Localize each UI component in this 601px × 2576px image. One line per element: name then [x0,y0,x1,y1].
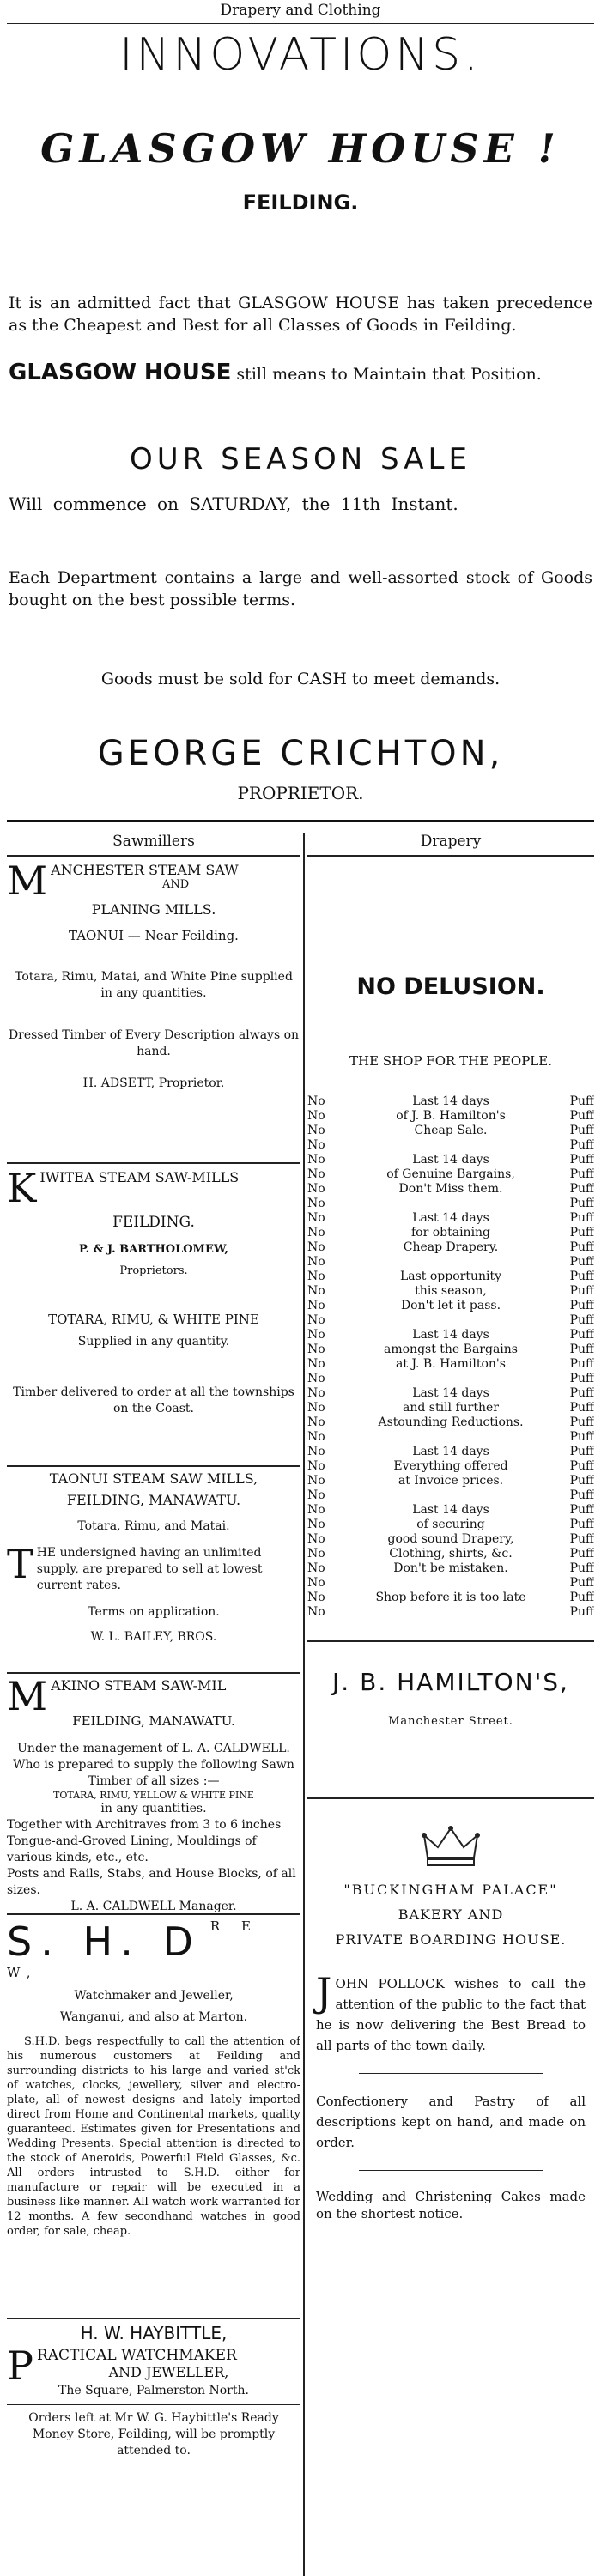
no-puff-row [307,1313,594,1328]
ad-line: AND JEWELLER, [108,2364,229,2380]
row-no: No [307,1197,325,1210]
divider [307,1797,594,1799]
row-no: No [307,1591,325,1604]
row-no: No [307,1284,325,1298]
row-no: No [307,1138,325,1152]
drew-jeweller-ad [7,1915,300,2318]
row-text: Don't Miss them. [398,1182,503,1196]
no-puff-row [307,1518,594,1532]
row-text: amongst the Bargains [384,1343,518,1356]
crown-icon [421,1823,481,1870]
headline: INNOVATIONS. [119,29,482,81]
row-puff: Puff [569,1211,594,1225]
row-no: No [307,1153,325,1167]
ad-line: HE undersigned having an unlimited supply, are prepared to sell at lowest current rates. [36,1546,263,1592]
ad-line: RACTICAL WATCHMAKER [36,2347,237,2364]
ad-line: AKINO STEAM SAW-MIL [51,1677,227,1694]
no-puff-row [307,1197,594,1211]
ad-line: P. & J. BARTHOLOMEW, [79,1243,228,1256]
row-text: and still further [403,1401,499,1415]
row-puff: Puff [569,1386,594,1400]
no-puff-row [307,1226,594,1240]
row-puff: Puff [569,1328,594,1342]
dropcap: K [7,1165,37,1211]
row-no: No [307,1503,325,1517]
ad-line: Proprietors. [119,1264,188,1277]
no-puff-row [307,1591,594,1605]
row-puff: Puff [569,1094,594,1108]
ad-line: Watchmaker and Jeweller, [74,1989,234,2003]
dropcap: M [7,1673,48,1719]
ad-line: R E W, [7,1918,259,1980]
taonui-mill-ad [7,1467,300,1672]
no-puff-row [307,1124,594,1138]
row-text: Astounding Reductions. [378,1415,524,1429]
no-puff-row [307,1430,594,1445]
row-text [340,1605,562,1620]
row-text: at J. B. Hamilton's [396,1357,506,1371]
row-text: Last 14 days [412,1503,489,1517]
row-no: No [307,1386,325,1400]
row-puff: Puff [569,1284,594,1298]
row-puff: Puff [569,1124,594,1137]
row-puff: Puff [569,1138,594,1152]
ad-line: Totara, Rimu, and Matai. [77,1519,230,1533]
no-puff-row [307,1153,594,1167]
no-puff-row [307,1109,594,1124]
bakery-title: "BUCKINGHAM PALACE" [343,1882,558,1898]
row-no: No [307,1415,325,1429]
ad-line: TAONUI STEAM SAW MILLS, [49,1470,258,1487]
row-text: Last 14 days [412,1445,489,1458]
bakery-subtitle: BAKERY AND [398,1906,504,1923]
section-heading: Drapery and Clothing [220,2,381,19]
drew-big-initials: S. H. D [7,1918,202,1965]
row-no: No [307,1372,325,1385]
row-puff: Puff [569,1561,594,1575]
ad-line: Under the management of L. A. CALDWELL. [17,1742,290,1755]
row-no: No [307,1109,325,1123]
ad-line: Totara, Rimu, Matai, and White Pine supplied in any quantities. [15,970,293,1000]
ad-line: Who is prepared to supply the following Sawn Timber of all sizes :— [13,1758,294,1788]
ad-line: FEILDING. [112,1214,195,1231]
row-no: No [307,1299,325,1312]
row-no: No [307,1313,325,1327]
row-puff: Puff [569,1167,594,1181]
row-no: No [307,1094,325,1108]
row-puff: Puff [569,1197,594,1210]
no-puff-row [307,1357,594,1372]
divider [307,855,594,857]
row-no: No [307,1474,325,1488]
row-text: for obtaining [410,1226,491,1240]
row-puff: Puff [569,1591,594,1604]
store-name: GLASGOW HOUSE ! [40,125,561,172]
row-puff: Puff [569,1459,594,1473]
row-puff: Puff [569,1343,594,1356]
divider [307,1640,594,1642]
row-no: No [307,1167,325,1181]
no-puff-row [307,1561,594,1576]
ad-line: PLANING MILLS. [91,901,216,918]
row-puff: Puff [569,1474,594,1488]
no-puff-row [307,1547,594,1561]
row-text: Last 14 days [412,1328,489,1342]
row-puff: Puff [569,1240,594,1254]
row-text [340,1138,562,1153]
row-no: No [307,1270,325,1283]
divider [7,855,300,857]
haybittle-ad [7,2319,300,2459]
row-no: No [307,1401,325,1415]
no-puff-row [307,1445,594,1459]
crown-emblem [307,1823,594,1873]
divider [359,2170,543,2171]
row-text [340,1313,562,1328]
ad-line: Posts and Rails, Stabs, and House Blocks, of all sizes. [7,1867,296,1897]
ad-line: L. A. CALDWELL Manager. [70,1900,237,1913]
ad-line: TAONUI — Near Feilding. [69,928,239,943]
row-no: No [307,1328,325,1342]
row-no: No [307,1561,325,1575]
cash-notice: Goods must be sold for CASH to meet demands. [100,670,501,688]
ad-body: S.H.D. begs respectfully to call the attention of his numerous customers at Feilding and surrounding districts to his large and varied st'ck of watches, clocks, jewellery, silver and electro-plate, all of newest designs and lately imported direct from Home and Continental markets, quality guaranteed. Estimates given for Presentations and Wedding Presents. Special attention is directed to the stock of Aneroids, Powerful Field Glasses, &c. All orders intrusted to S.H.D. either for manufacture or repair will be executed in a business like manner. All watch work warranted for 12 months. A few secondhand watches in good order, for sale, cheap. [7,2035,300,2238]
ad-line: AND [161,878,190,891]
row-text [340,1197,562,1211]
row-text: Last 14 days [412,1386,489,1400]
row-text: Last opportunity [399,1270,502,1283]
no-puff-row [307,1386,594,1401]
ad-line: TOTARA, RIMU, YELLOW & WHITE PINE [53,1790,254,1801]
ad-line: W. L. BAILEY, BROS. [90,1630,217,1644]
no-puff-row [307,1488,594,1503]
row-puff: Puff [569,1488,594,1502]
row-text: Last 14 days [412,1094,489,1108]
ad-line: IWITEA STEAM SAW-MILLS [39,1169,240,1185]
row-puff: Puff [569,1153,594,1167]
row-puff: Puff [569,1605,594,1619]
maintain-text: still means to Maintain that Position. [231,365,542,384]
ad-line: FEILDING, MANAWATU. [66,1492,241,1508]
department-paragraph: Each Department contains a large and well-assorted stock of Goods bought on the best possible terms. [9,568,592,609]
no-puff-row [307,1284,594,1299]
no-puff-row [307,1328,594,1343]
dropcap: M [7,858,48,904]
row-text: this season, [415,1284,487,1298]
row-text: Last 14 days [412,1211,489,1225]
row-no: No [307,1518,325,1531]
row-no: No [307,1547,325,1561]
row-text: Everything offered [393,1459,508,1473]
ad-line: Terms on application. [88,1605,220,1619]
row-text: Cheap Sale. [414,1124,488,1137]
row-puff: Puff [569,1415,594,1429]
ad-line: H. W. HAYBITTLE, [80,2323,228,2343]
maintain-paragraph [9,361,592,386]
divider [7,23,594,24]
boarding-house: PRIVATE BOARDING HOUSE. [335,1931,567,1948]
ad-line: Dressed Timber of Every Description always on hand. [8,1028,300,1058]
cakes-notice: Wedding and Christening Cakes made on the shortest notice. [316,2189,586,2221]
no-puff-row [307,1182,594,1197]
row-puff: Puff [569,1357,594,1371]
no-puff-row [307,1474,594,1488]
row-puff: Puff [569,1109,594,1123]
ad-line: ANCHESTER STEAM SAW [51,862,239,878]
row-puff: Puff [569,1226,594,1240]
row-puff: Puff [569,1547,594,1561]
row-no: No [307,1343,325,1356]
dropcap: J [316,1969,332,2015]
row-text: Don't let it pass. [400,1299,501,1312]
divider [359,2073,543,2074]
row-no: No [307,1240,325,1254]
left-column [7,833,300,2576]
ad-line: FEILDING, MANAWATU. [72,1713,235,1729]
row-no: No [307,1532,325,1546]
kiwitea-mill-ad [7,1164,300,1465]
row-no: No [307,1124,325,1137]
proprietor-name: GEORGE CRICHTON, [97,734,504,773]
row-puff: Puff [569,1503,594,1517]
no-delusion-title: NO DELUSION. [356,973,545,1000]
no-puff-row [307,1372,594,1386]
dropcap: T [7,1541,33,1587]
no-puff-row [307,1343,594,1357]
pollock-notice [307,1969,594,2056]
row-text [340,1430,562,1445]
no-puff-list [307,1094,594,1620]
glasgow-house-emphasis: GLASGOW HOUSE [9,360,232,385]
store-town: FEILDING. [242,191,359,215]
no-puff-row [307,1138,594,1153]
row-puff: Puff [569,1270,594,1283]
row-text [340,1255,562,1270]
sawmillers-heading: Sawmillers [112,833,195,850]
drapery-heading: Drapery [420,833,482,850]
header-divider [7,820,594,822]
no-puff-row [307,1532,594,1547]
ad-line: Orders left at Mr W. G. Haybittle's Ready Money Store, Feilding, will be promptly attended to. [28,2411,279,2458]
sale-heading: OUR SEASON SALE [130,442,471,476]
row-text: of securing [416,1518,485,1531]
row-text: Don't be mistaken. [393,1561,508,1575]
ad-line: The Square, Palmerston North. [58,2384,249,2397]
no-puff-row [307,1270,594,1284]
pollock-body: OHN POLLOCK wishes to call the attention of the public to the fact that he is now delivering the Best Bread to all parts of the town daily. [316,1976,586,2053]
row-text: Shop before it is too late [375,1591,526,1604]
row-text [340,1488,562,1503]
no-puff-row [307,1299,594,1313]
ad-line: TOTARA, RIMU, & WHITE PINE [48,1312,259,1327]
row-puff: Puff [569,1576,594,1590]
row-no: No [307,1459,325,1473]
row-no: No [307,1357,325,1371]
row-puff: Puff [569,1182,594,1196]
row-text: Clothing, shirts, &c. [389,1547,513,1561]
row-text [340,1576,562,1591]
row-puff: Puff [569,1518,594,1531]
row-text [340,1372,562,1386]
row-text: Last 14 days [412,1153,489,1167]
no-puff-row [307,1459,594,1474]
row-no: No [307,1576,325,1590]
sale-date: Will commence on SATURDAY, the 11th Instant. [9,494,458,514]
row-puff: Puff [569,1372,594,1385]
row-text: of Genuine Bargains, [386,1167,515,1181]
no-puff-row [307,1605,594,1620]
row-text: good sound Drapery, [387,1532,514,1546]
no-puff-row [307,1503,594,1518]
dropcap: P [7,2343,33,2389]
no-puff-row [307,1401,594,1415]
row-puff: Puff [569,1445,594,1458]
no-puff-row [307,1167,594,1182]
row-no: No [307,1430,325,1444]
manchester-mill-ad [7,858,300,1162]
makino-mill-ad [7,1674,300,1913]
row-no: No [307,1605,325,1619]
column-divider [303,833,305,2576]
ad-line: Timber delivered to order at all the townships on the Coast. [13,1385,294,1415]
row-text: of J. B. Hamilton's [396,1109,506,1123]
no-puff-row [307,1094,594,1109]
ad-line: Together with Architraves from 3 to 6 inches Tongue-and-Groved Lining, Mouldings of various kinds, etc., etc. [7,1818,282,1864]
ad-line: Wanganui, and also at Marton. [59,2010,248,2024]
confectionery-notice: Confectionery and Pastry of all descriptions kept on hand, and made on order. [316,2094,586,2150]
right-column [307,833,594,2576]
hamilton-street: Manchester Street. [388,1715,513,1728]
row-no: No [307,1488,325,1502]
no-puff-row [307,1255,594,1270]
row-no: No [307,1255,325,1269]
row-puff: Puff [569,1299,594,1312]
row-puff: Puff [569,1401,594,1415]
row-puff: Puff [569,1430,594,1444]
row-no: No [307,1211,325,1225]
row-text: Cheap Drapery. [403,1240,499,1254]
no-puff-row [307,1415,594,1430]
no-puff-row [307,1211,594,1226]
proprietor-title: PROPRIETOR. [237,783,364,803]
row-no: No [307,1226,325,1240]
no-puff-row [307,1576,594,1591]
no-puff-row [307,1240,594,1255]
row-no: No [307,1182,325,1196]
ad-line: in any quantities. [100,1802,207,1815]
row-no: No [307,1445,325,1458]
ad-line: Supplied in any quantity. [77,1335,230,1349]
row-puff: Puff [569,1255,594,1269]
ad-line: H. ADSETT, Proprietor. [82,1076,225,1090]
intro-paragraph: It is an admitted fact that GLASGOW HOUSE has taken precedence as the Cheapest and Best for all Classes of Goods in Feilding. [9,294,592,335]
hamilton-name: J. B. HAMILTON'S, [332,1668,569,1696]
divider [7,2404,300,2405]
row-puff: Puff [569,1313,594,1327]
row-text: at Invoice prices. [398,1474,504,1488]
row-puff: Puff [569,1532,594,1546]
shop-tagline: THE SHOP FOR THE PEOPLE. [349,1053,552,1069]
